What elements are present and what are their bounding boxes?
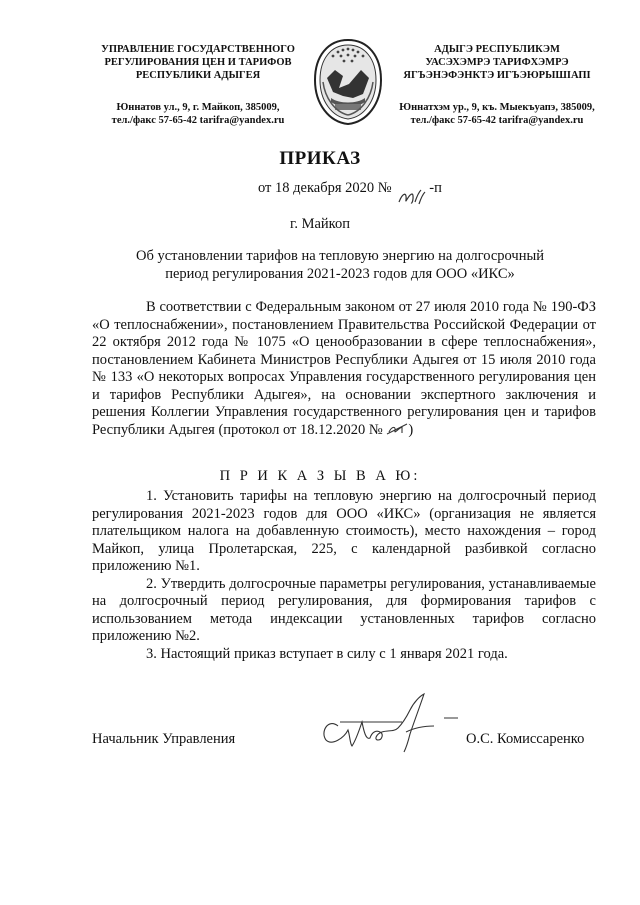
left-org-line: УПРАВЛЕНИЕ ГОСУДАРСТВЕННОГО [101, 44, 295, 55]
right-org-line: АДЫГЭ РЕСПУБЛИКЭМ [434, 44, 560, 55]
signatory-position: Начальник Управления [92, 731, 236, 747]
subject [100, 248, 580, 283]
right-address-line: тел./факс 57-65-42 tarifra@yandex.ru [410, 115, 584, 126]
subject-line: период регулирования 2021-2023 годов для ООО «ИКС» [165, 265, 515, 282]
header-right-org [372, 43, 622, 127]
preamble-text: В соответствии с Федеральным законом от 27 июля 2010 года № 190-ФЗ «О теплоснабжении», постановлением Правительства Российской Федерации от 22 октября 2012 года № 1075 «О ценообразовании в сфере теплоснабжения», постановлением Кабинета Министров Республики Адыгея от 15 июля 2010 года № 133 «О некоторых вопросах Управления государственного регулирования цен и тарифов Республики Адыгея», на основании экспертного заключения и решения Коллегии Управления государственного регулирования цен и тарифов Республики Адыгея (протокол от 18.12.2020 № [92, 299, 596, 438]
preamble [92, 299, 596, 439]
handwritten-number-scribble [397, 186, 427, 208]
preamble-end: ) [408, 421, 414, 438]
left-address-line: Юннатов ул., 9, г. Майкоп, 385009, [116, 102, 280, 113]
left-address [73, 101, 323, 127]
header-left-org [73, 43, 323, 127]
order-item: 3. Настоящий приказ вступает в силу с 1 января 2021 года. [146, 645, 508, 662]
number-sign: № [377, 180, 392, 196]
number-suffix: -п [429, 180, 442, 196]
order-item: 2. Утвердить долгосрочные параметры регулирования, устанавливаемые на долгосрочный период регулирования, для формирования тарифов с использованием метода индексации установленных тарифов согласно приложению №2. [92, 575, 596, 644]
handwritten-protocol-number [386, 422, 408, 436]
date-text: от 18 декабря 2020 [258, 180, 375, 196]
date-line [258, 180, 442, 197]
right-address [372, 101, 622, 127]
left-org-line: РЕГУЛИРОВАНИЯ ЦЕН И ТАРИФОВ [104, 57, 292, 68]
left-address-line: тел./факс 57-65-42 tarifra@yandex.ru [111, 115, 285, 126]
order-item: 1. Установить тарифы на тепловую энергию на долгосрочный период регулирования 2021-2023 годов для ООО «ИКС» (организация не является плательщиком налога на добавленную стоимость), место нахождения – город Майкоп, улица Пролетарская, 225, с календарной разбивкой согласно приложению №1. [92, 488, 596, 574]
signatory-name: О.С. Комиссаренко [466, 731, 585, 747]
order-items [92, 488, 596, 663]
preamble-paragraph [92, 299, 596, 439]
left-org-line: РЕСПУБЛИКИ АДЫГЕЯ [135, 70, 261, 81]
city: г. Майкоп [290, 216, 350, 232]
subject-line: Об установлении тарифов на тепловую энергию на долгосрочный [136, 248, 544, 264]
right-address-line: Юннатхэм ур., 9, къ. Мыекъуапэ, 385009, [399, 102, 595, 113]
handwritten-signature [310, 688, 470, 768]
right-org-line: ЯГЪЭНЭФЭНКТЭ ИГЪЭЮРЫШІАПІ [403, 70, 591, 81]
document-title: ПРИКАЗ [279, 148, 361, 169]
order-word: П Р И К А З Ы В А Ю: [219, 468, 421, 484]
right-org-line: УАСЭХЭМРЭ ТАРИФХЭМРЭ [425, 57, 569, 68]
